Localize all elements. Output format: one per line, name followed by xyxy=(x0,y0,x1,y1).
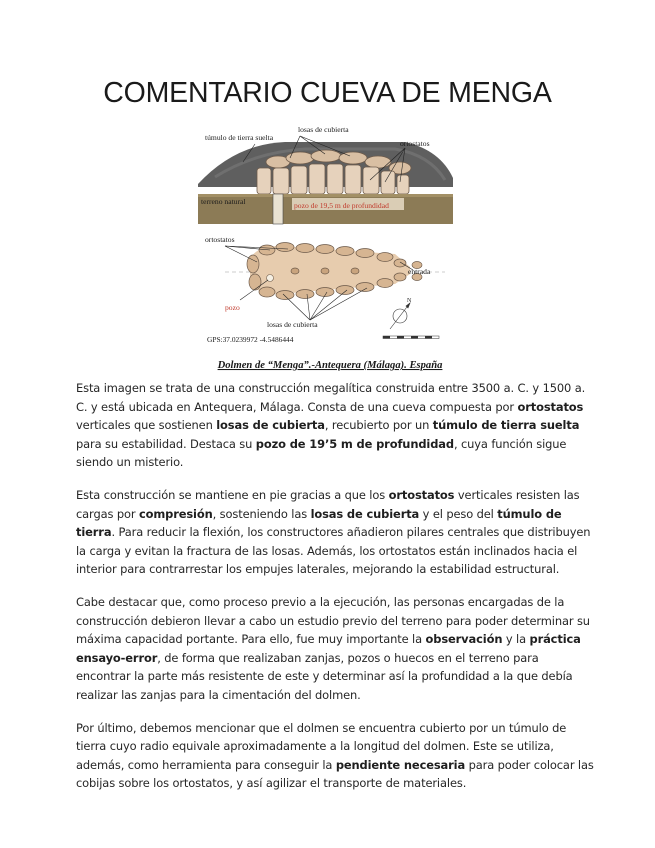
label-pozo: pozo xyxy=(225,303,240,312)
well-shaft xyxy=(273,194,283,224)
bold-term: pozo de 19’5 m de profundidad xyxy=(255,436,454,451)
text-run: , cuya función sigue siendo un misterio. xyxy=(76,436,567,470)
north-arrow xyxy=(390,303,410,329)
label-losas-top: losas de cubierta xyxy=(298,125,349,134)
body-text xyxy=(76,379,596,807)
plan-view xyxy=(205,235,445,329)
bold-term: ortostatos xyxy=(388,487,455,502)
text-run: , sosteniendo las xyxy=(212,506,311,521)
bold-term: túmulo de tierra suelta xyxy=(432,418,580,433)
north-label: N xyxy=(407,298,412,304)
text-run: y el peso del xyxy=(419,506,498,521)
bold-term: observación xyxy=(425,632,503,647)
label-losas-plan: losas de cubierta xyxy=(267,320,318,329)
scale-bar xyxy=(383,336,439,339)
text-run: para poder colocar las cobijas sobre los ortostatos, y así agilizar el transporte de materiales. xyxy=(76,757,594,791)
text-run: verticales resisten las cargas por xyxy=(76,487,580,521)
bold-term: práctica ensayo-error xyxy=(76,632,581,665)
label-ortostatos-top: ortostatos xyxy=(400,139,430,148)
paragraph-3 xyxy=(76,593,596,705)
label-tumulo: túmulo de tierra suelta xyxy=(205,133,274,142)
label-ortostatos-plan: ortostatos xyxy=(205,235,235,244)
bold-term: túmulo de tierra xyxy=(76,506,562,540)
text-run: , de forma que realizaban zanjas, pozos o huecos en el terreno para encontrar la parte más resistente de este y determinar así la profundidad a la que debía realizar las zanjas para la cimentación del dolmen. xyxy=(76,650,573,702)
label-pozo-profundidad: pozo de 19,5 m de profundidad xyxy=(294,201,389,210)
page-title: COMENTARIO CUEVA DE MENGA xyxy=(103,77,552,109)
label-entrada: entrada xyxy=(408,267,431,276)
label-terreno: terreno natural xyxy=(201,197,246,206)
dolmen-figure xyxy=(195,122,465,372)
figure-caption: Dolmen de “Menga”.-Antequera (Málaga). España xyxy=(217,360,443,371)
bold-term: pendiente necesaria xyxy=(335,757,466,772)
paragraph-4 xyxy=(76,719,596,793)
text-run: Por último, debemos mencionar que el dolmen se encuentra cubierto por un túmulo de tierra cuyo radio equivale aproximadamente a la longitud del dolmen. Este se utiliza, además, como herramienta para conseguir la xyxy=(76,720,567,772)
bold-term: losas de cubierta xyxy=(216,418,325,433)
text-run: , recubierto por un xyxy=(324,418,433,433)
bold-term: compresión xyxy=(138,506,213,521)
text-run: Esta imagen se trata de una construcción megalítica construida entre 3500 a. C. y 1500 a. C. y está ubicada en Antequera, Málaga. Consta de una cueva compuesta por xyxy=(76,381,586,414)
text-run: para su estabilidad. Destaca su xyxy=(76,436,256,451)
text-run: verticales que sostienen xyxy=(76,418,217,433)
text-run: y la xyxy=(502,632,530,647)
text-run: Cabe destacar que, como proceso previo a la ejecución, las personas encargadas de la construcción debieron llevar a cabo un estudio previo del terreno para poder determinar su máxima capacidad portante. Para ello, fue muy importante la xyxy=(76,594,590,647)
bold-term: losas de cubierta xyxy=(310,506,420,521)
bold-term: ortostatos xyxy=(517,399,584,414)
text-run: . Para reducir la flexión, los constructores añadieron pilares centrales que distribuyen la carga y evitan la fractura de las losas. Además, los ortostatos están inclinados hacia el interior para contrarrestar los empujes laterales, mejorando la estabilidad estructural. xyxy=(76,525,591,577)
paragraph-1 xyxy=(76,379,596,472)
label-gps: GPS:37.0239972 -4.5486444 xyxy=(207,335,294,344)
text-run: Esta construcción se mantiene en pie gracias a que los xyxy=(76,487,389,502)
paragraph-2 xyxy=(76,486,596,579)
